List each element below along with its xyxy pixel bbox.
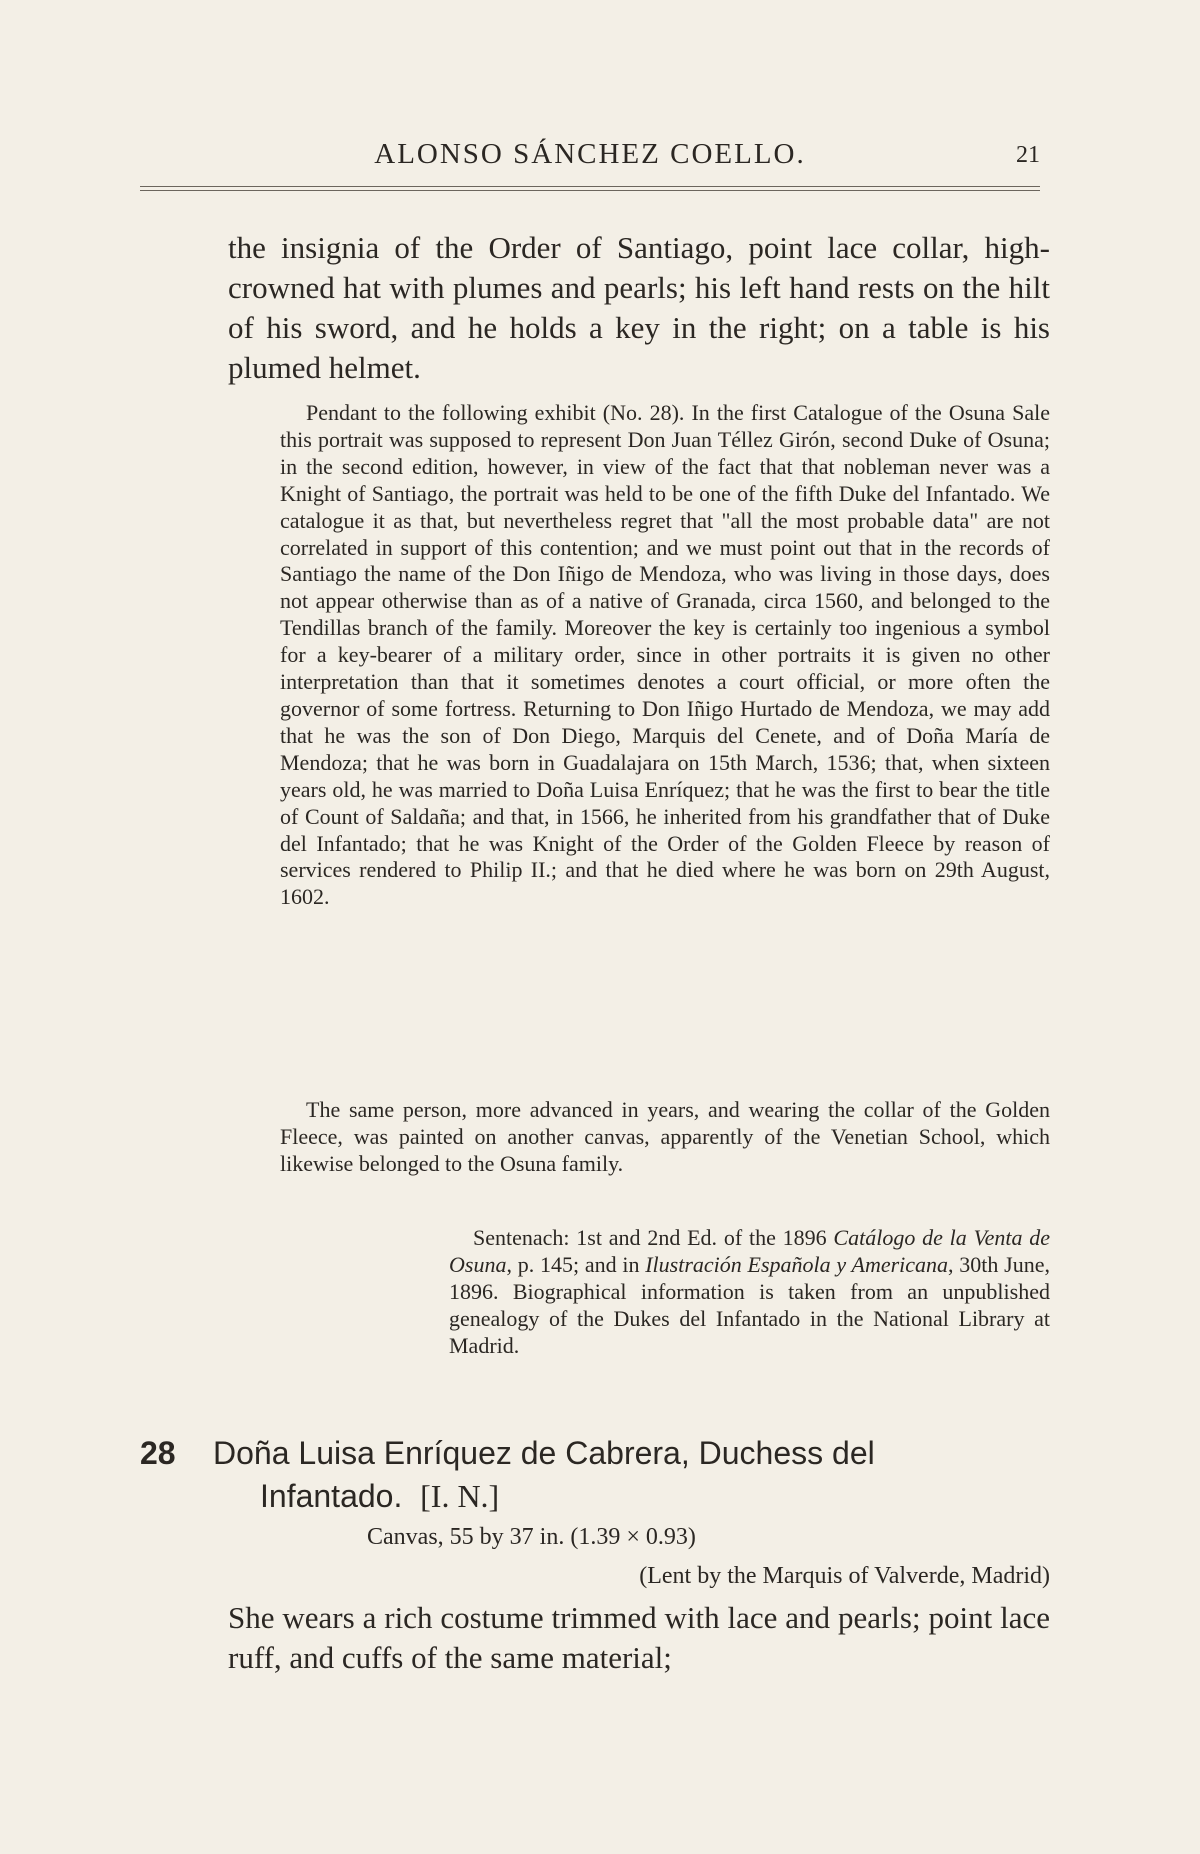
notes-paragraph: Pendant to the following exhibit (No. 28). In the first Catalogue of the Osuna Sale this portrait was supposed to represent Don Juan Téllez Girón, second Duke of Osuna; in the second edition, however, in view of the fact that that nobleman never was a Knight of Santiago, the portrait was held to be one of the fifth Duke del Infantado. We catalogue it as that, but nevertheless regret that "all the most probable data" are not correlated in support of this contention; and we must point out that in the records of Santiago the name of the Don Iñigo de Mendoza, who was living in those days, does not appear otherwise than as of a native of Granada, circa 1560, and belonged to the Tendillas branch of the family. Moreover the key is certainly too ingenious a symbol for a key-bearer of a military order, since in other portraits it is given no other interpretation than that it sometimes denotes a court official, or more often the governor of some fortress. Returning to Don Iñigo Hurtado de Mendoza, we may add that he was the son of Don Diego, Marquis del Cenete, and of Doña María de Mendoza; that he was born in Guadalajara on 15th March, 1536; that, when sixteen years old, he was married to Doña Luisa Enríquez; that he was the first to bear the title of Count of Saldaña; and that, in 1566, he inherited from his grandfather that of Duke del Infantado; that he was Knight of the Order of the Golden Fleece by reason of services rendered to Philip II.; and that he died where he was born on 29th August, 1602. (280, 400, 1050, 910)
notes-paragraph: The same person, more advanced in years, and wearing the collar of the Golden Fleece, was painted on another canvas, apparently of the Venetian School, which likewise belonged to the Osuna family. (280, 1097, 1050, 1176)
entry-title (213, 1432, 1050, 1518)
notes-block (280, 400, 1050, 911)
citation-middle: , p. 145; and in (506, 1252, 646, 1277)
continuation-paragraph: the insignia of the Order of Santiago, point lace collar, high-crowned hat with plumes and pearls; his left hand rests on the hilt of his sword, and he holds a key in the right; on a table is his plumed helmet. (228, 230, 1050, 385)
header-rule (140, 186, 1040, 191)
citation-block (449, 1224, 1050, 1359)
entry-title-line: Doña Luisa Enríquez de Cabrera, Duchess del (213, 1435, 875, 1471)
notes-block-second (280, 1097, 1050, 1178)
catalog-code: [I. N.] (420, 1478, 500, 1514)
citation-text (449, 1224, 1050, 1359)
entry-title-line-2 (213, 1475, 1050, 1518)
citation-title: Catálogo de la Venta de Osuna (449, 1225, 1050, 1277)
canvas-dimensions: Canvas, 55 by 37 in. (1.39 × 0.93) (367, 1524, 696, 1550)
lender-credit: (Lent by the Marquis of Valverde, Madrid) (639, 1563, 1050, 1589)
running-head (140, 138, 1040, 178)
running-title: ALONSO SÁNCHEZ COELLO. (374, 138, 806, 170)
entry-number: 28 (140, 1435, 176, 1471)
entry-title-end: Infantado. (260, 1478, 403, 1514)
citation-title: Ilustración Española y Americana (645, 1252, 949, 1277)
page-number: 21 (1016, 142, 1040, 168)
entry-description: She wears a rich costume trimmed with lace and pearls; point lace ruff, and cuffs of the same material; (228, 1600, 1050, 1675)
citation-tail: , 30th June, 1896. Biographical information is taken from an unpublished genealogy of the Dukes del Infantado in the National Library at Madrid. (449, 1252, 1050, 1358)
citation-lead: Sentenach: 1st and 2nd Ed. of the 1896 (473, 1225, 834, 1250)
